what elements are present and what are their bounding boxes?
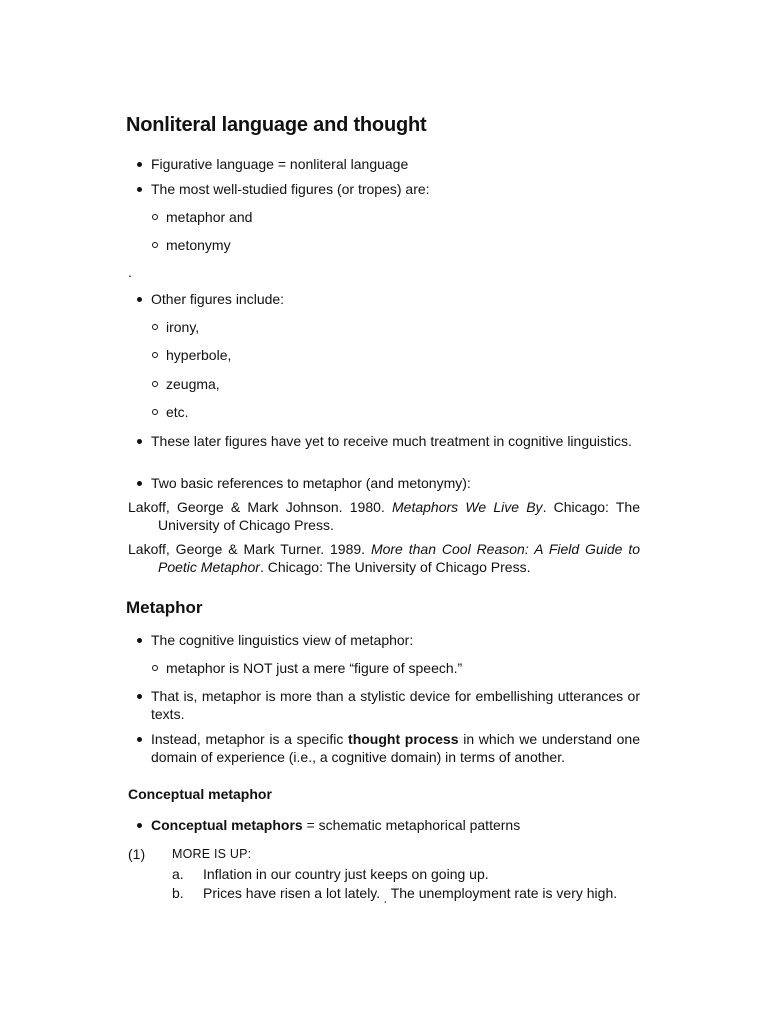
bullet-text: Figurative language = nonliteral language xyxy=(151,156,409,172)
subsection-heading-conceptual-metaphor: Conceptual metaphor xyxy=(128,786,272,802)
sub-bullet-circle xyxy=(152,352,158,358)
emphasis-term: Conceptual metaphors xyxy=(151,817,303,833)
sub-bullet-circle xyxy=(152,381,158,387)
sub-bullet-text: metonymy xyxy=(166,237,231,253)
sub-bullet-text: etc. xyxy=(166,404,189,420)
reference-title: More than Cool Reason: A Field Guide to Poetic Metaphor xyxy=(158,541,640,575)
reference-title: Metaphors We Live By xyxy=(392,499,543,515)
bullet-paragraph: Instead, metaphor is a specific thought process in which we understand one domain of experience (i.e., a cognitive domain) in terms of another. xyxy=(151,731,640,765)
sub-bullet-text: hyperbole, xyxy=(166,347,232,363)
sub-bullet-text: irony, xyxy=(166,319,200,335)
bullet-dot xyxy=(137,481,142,486)
sub-bullet-text: metaphor is NOT just a mere “figure of speech.” xyxy=(166,660,463,676)
sub-bullet-circle xyxy=(152,214,158,220)
stray-mark: ¸ xyxy=(384,893,388,903)
sub-bullet-text: metaphor and xyxy=(166,209,253,225)
example-item-text: Inflation in our country just keeps on going up. xyxy=(203,866,489,882)
bullet-paragraph: That is, metaphor is more than a stylistic device for embellishing utterances or texts. xyxy=(151,688,640,722)
bullet-dot xyxy=(137,694,142,699)
sub-bullet-circle xyxy=(152,665,158,671)
reference-entry: Lakoff, George & Mark Turner. 1989. More than Cool Reason: A Field Guide to Poetic Metaphor. Chicago: The University of Chicago Press. xyxy=(128,541,640,575)
example-item-letter: a. xyxy=(172,866,184,882)
reference-entry: Lakoff, George & Mark Johnson. 1980. Metaphors We Live By. Chicago: The University of Chicago Press. xyxy=(128,499,640,533)
sub-bullet-circle xyxy=(152,409,158,415)
example-item-text: Prices have risen a lot lately. $_¸$ The unemployment rate is very high. xyxy=(203,885,618,903)
stray-mark: . xyxy=(128,264,132,280)
bullet-text: Other figures include: xyxy=(151,291,285,307)
emphasis-term: thought process xyxy=(348,731,459,747)
example-number: (1) xyxy=(128,846,146,862)
bullet-dot xyxy=(137,439,142,444)
bullet-text: The cognitive linguistics view of metaphor: xyxy=(151,632,414,648)
bullet-text: Conceptual metaphors = schematic metaphorical patterns xyxy=(151,817,521,833)
page-title: Nonliteral language and thought xyxy=(126,114,427,136)
sub-bullet-circle xyxy=(152,242,158,248)
example-item-letter: b. xyxy=(172,885,184,901)
bullet-dot xyxy=(137,737,142,742)
sub-bullet-circle xyxy=(152,324,158,330)
bullet-text: The most well-studied figures (or tropes) are: xyxy=(151,181,430,197)
section-heading-metaphor: Metaphor xyxy=(126,598,203,617)
bullet-dot xyxy=(137,823,142,828)
bullet-dot xyxy=(137,297,142,302)
bullet-text: Two basic references to metaphor (and metonymy): xyxy=(151,475,471,491)
sub-bullet-text: zeugma, xyxy=(166,376,220,392)
bullet-dot xyxy=(137,187,142,192)
bullet-paragraph: These later figures have yet to receive much treatment in cognitive linguistics. xyxy=(151,433,632,449)
bullet-dot xyxy=(137,162,142,167)
bullet-dot xyxy=(137,638,142,643)
example-label: MORE IS UP: xyxy=(172,847,252,861)
